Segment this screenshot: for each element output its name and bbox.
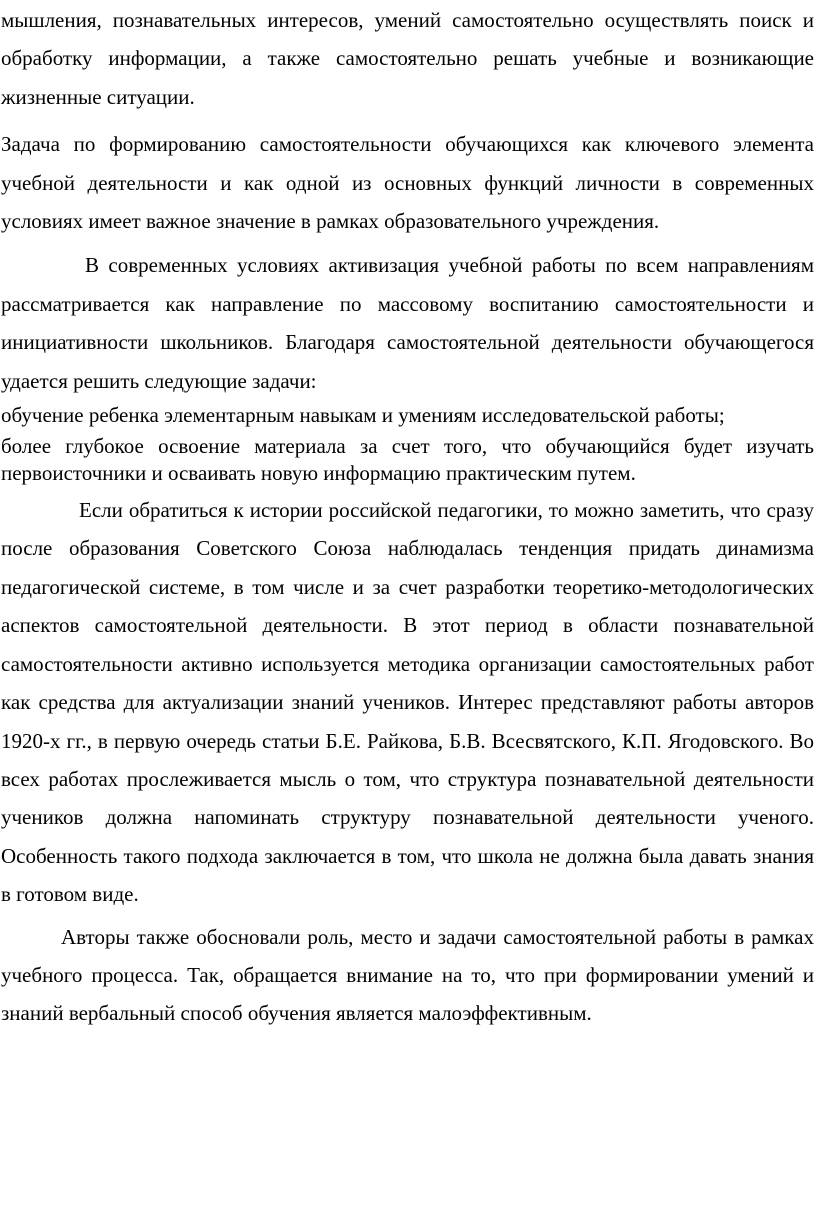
paragraph-intro-end [1,1,814,116]
paragraph-activation [1,246,814,400]
list-item-deeper-learning [1,433,814,487]
paragraph-task-text: Задача по формированию самостоятельности обучающихся как ключевого элемента учебной деятельности и как одной из основных функций личности в современных условиях имеет важное значение в рамках образовательного учреждения. [1,132,814,234]
paragraph-task [1,125,814,240]
paragraph-activation-text: В современных условиях активизация учебной работы по всем направлениям рассматривается как направление по массовому воспитанию самостоятельности и инициативности школьников. Благодаря самостоятельной деятельности обучающегося удается решить следующие задачи: [1,253,814,393]
list-item-research-skills [1,402,814,429]
paragraph-history-text: Если обратиться к истории российской педагогики, то можно заметить, что сразу после образования Советского Союза наблюдалась тенденция придать динамизма педагогической системе, в том числе и за счет разработки теоретико-методологических аспектов самостоятельной деятельности. В этот период в области познавательной самостоятельности активно используется методика организации самостоятельных работ как средства для актуализации знаний учеников. Интерес представляют работы авторов 1920-х гг., в первую очередь статьи Б.Е. Райкова, Б.В. Всесвятского, К.П. Ягодовского. Во всех работах прослеживается мысль о том, что структура познавательной деятельности учеников должна напоминать структуру познавательной деятельности ученого. Особенность такого подхода заключается в том, что школа не должна была давать знания в готовом виде. [1,498,814,907]
list-item-research-skills-text: обучение ребенка элементарным навыкам и умениям исследовательской работы; [1,403,725,428]
paragraph-intro-end-text: мышления, познавательных интересов, умений самостоятельно осуществлять поиск и обработку информации, а также самостоятельно решать учебные и возникающие жизненные ситуации. [1,8,814,109]
list-item-deeper-learning-text: более глубокое освоение материала за счет того, что обучающийся будет изучать первоисточники и осваивать новую информацию практическим путем. [1,434,814,486]
paragraph-authors [1,918,814,1033]
paragraph-authors-text: Авторы также обосновали роль, место и задачи самостоятельной работы в рамках учебного процесса. Так, обращается внимание на то, что при формировании умений и знаний вербальный способ обучения является малоэффективным. [1,924,814,1026]
paragraph-history [1,491,814,913]
